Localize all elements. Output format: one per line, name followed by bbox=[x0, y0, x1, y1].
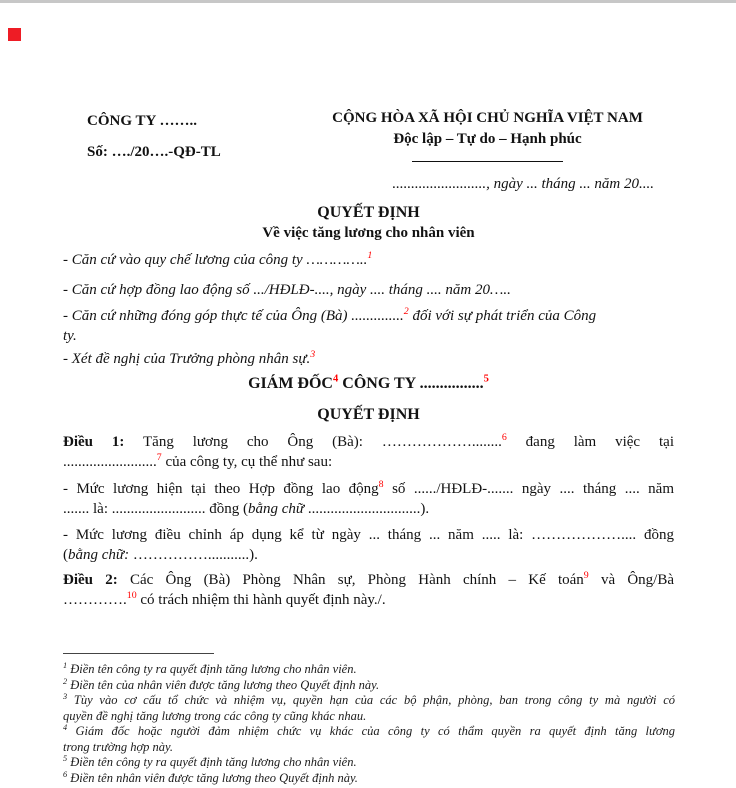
footnote-6: $^6$ Điền tên nhân viên được tăng lương theo Quyết định này. bbox=[63, 769, 358, 785]
text-line: - Mức lương hiện tại theo Hợp đồng lao động$^8$ số ....../HĐLĐ-....... ngày .... tháng .... năm bbox=[63, 479, 674, 497]
document-number: Số: …./20….-QĐ-TL bbox=[87, 144, 221, 160]
document-subject: Về việc tăng lương cho nhân viên bbox=[262, 225, 475, 241]
footnote-4-cont: trong trường hợp này. bbox=[63, 739, 173, 754]
company-name: CÔNG TY …….. bbox=[87, 113, 198, 129]
footnote-1: $^1$ Điền tên công ty ra quyết định tăng lương cho nhân viên. bbox=[63, 660, 357, 676]
issuer-block bbox=[63, 108, 301, 196]
motto-underline bbox=[412, 161, 563, 162]
decision-heading: QUYẾT ĐỊNH bbox=[317, 406, 420, 423]
footnote-2: $^2$ Điền tên của nhân viên được tăng lương theo Quyết định này. bbox=[63, 676, 380, 692]
text-line: (bằng chữ: ……………...........). bbox=[63, 547, 258, 563]
preamble-basis-4: - Xét đề nghị của Trưởng phòng nhân sự.$^3$ bbox=[63, 349, 316, 367]
text-line: Điều 2: Các Ông (Bà) Phòng Nhân sự, Phòng Hành chính – Kế toán$^9$ và Ông/Bà bbox=[63, 570, 674, 588]
footnote-separator bbox=[63, 653, 214, 654]
text-line: ………….$^{10}$ có trách nhiệm thi hành quyết định này./. bbox=[63, 590, 386, 608]
adjusted-salary-clause bbox=[63, 525, 674, 565]
footnote-3: $^3$ Tùy vào cơ cấu tổ chức và nhiệm vụ, quyền hạn của các bộ phận, phòng, ban trong công ty mà người có bbox=[63, 691, 675, 707]
document-header bbox=[63, 108, 674, 196]
text-line: Điều 1: Tăng lương cho Ông (Bà): ………………........$^6$ đang làm việc tại bbox=[63, 432, 674, 450]
preamble-basis-2: - Căn cứ hợp đồng lao động số .../HĐLĐ-...., ngày .... tháng .... năm 20….. bbox=[63, 282, 511, 298]
preamble-basis-3 bbox=[63, 306, 674, 346]
document-content bbox=[63, 108, 674, 610]
footnotes-section bbox=[63, 653, 675, 786]
footnote-3-cont: quyền đề nghị tăng lương trong các công ty cũng khác nhau. bbox=[63, 708, 367, 723]
text-line: ....... là: ......................... đồng (bằng chữ ..............................). bbox=[63, 501, 430, 517]
page-top-border bbox=[0, 0, 736, 3]
date-line: ........................., ngày ... tháng ... năm 20.... bbox=[392, 176, 654, 192]
footnote-4: $^4$ Giám đốc hoặc người đảm nhiệm chức vụ khác của công ty có thẩm quyền ra quyết định tăng lương bbox=[63, 722, 675, 738]
text-line: - Mức lương điều chỉnh áp dụng kể từ ngày ... tháng ... năm ..... là: ……………….... đồng bbox=[63, 527, 674, 543]
current-salary-clause bbox=[63, 479, 674, 519]
document-title: QUYẾT ĐỊNH bbox=[317, 204, 420, 221]
footnote-5: $^5$ Điền tên công ty ra quyết định tăng lương cho nhân viên. bbox=[63, 753, 357, 769]
national-title: CỘNG HÒA XÃ HỘI CHỦ NGHĨA VIỆT NAM bbox=[332, 110, 643, 126]
text-line: .........................$^7$ của công ty, cụ thể như sau: bbox=[63, 452, 333, 470]
director-heading: GIÁM ĐỐC$^4$ CÔNG TY ................$^5$ bbox=[248, 373, 489, 392]
red-square-marker bbox=[8, 28, 21, 41]
article-1 bbox=[63, 432, 674, 472]
preamble-basis-1: - Căn cứ vào quy chế lương của công ty …………..$^1$ bbox=[63, 250, 373, 268]
article-2 bbox=[63, 570, 674, 610]
text-line: ty. bbox=[63, 328, 77, 344]
national-motto: Độc lập – Tự do – Hạnh phúc bbox=[393, 131, 582, 147]
text-line: - Căn cứ những đóng góp thực tế của Ông (Bà) ..............$^2$ đối với sự phát triển của Công bbox=[63, 306, 597, 324]
national-header-block bbox=[301, 108, 674, 196]
